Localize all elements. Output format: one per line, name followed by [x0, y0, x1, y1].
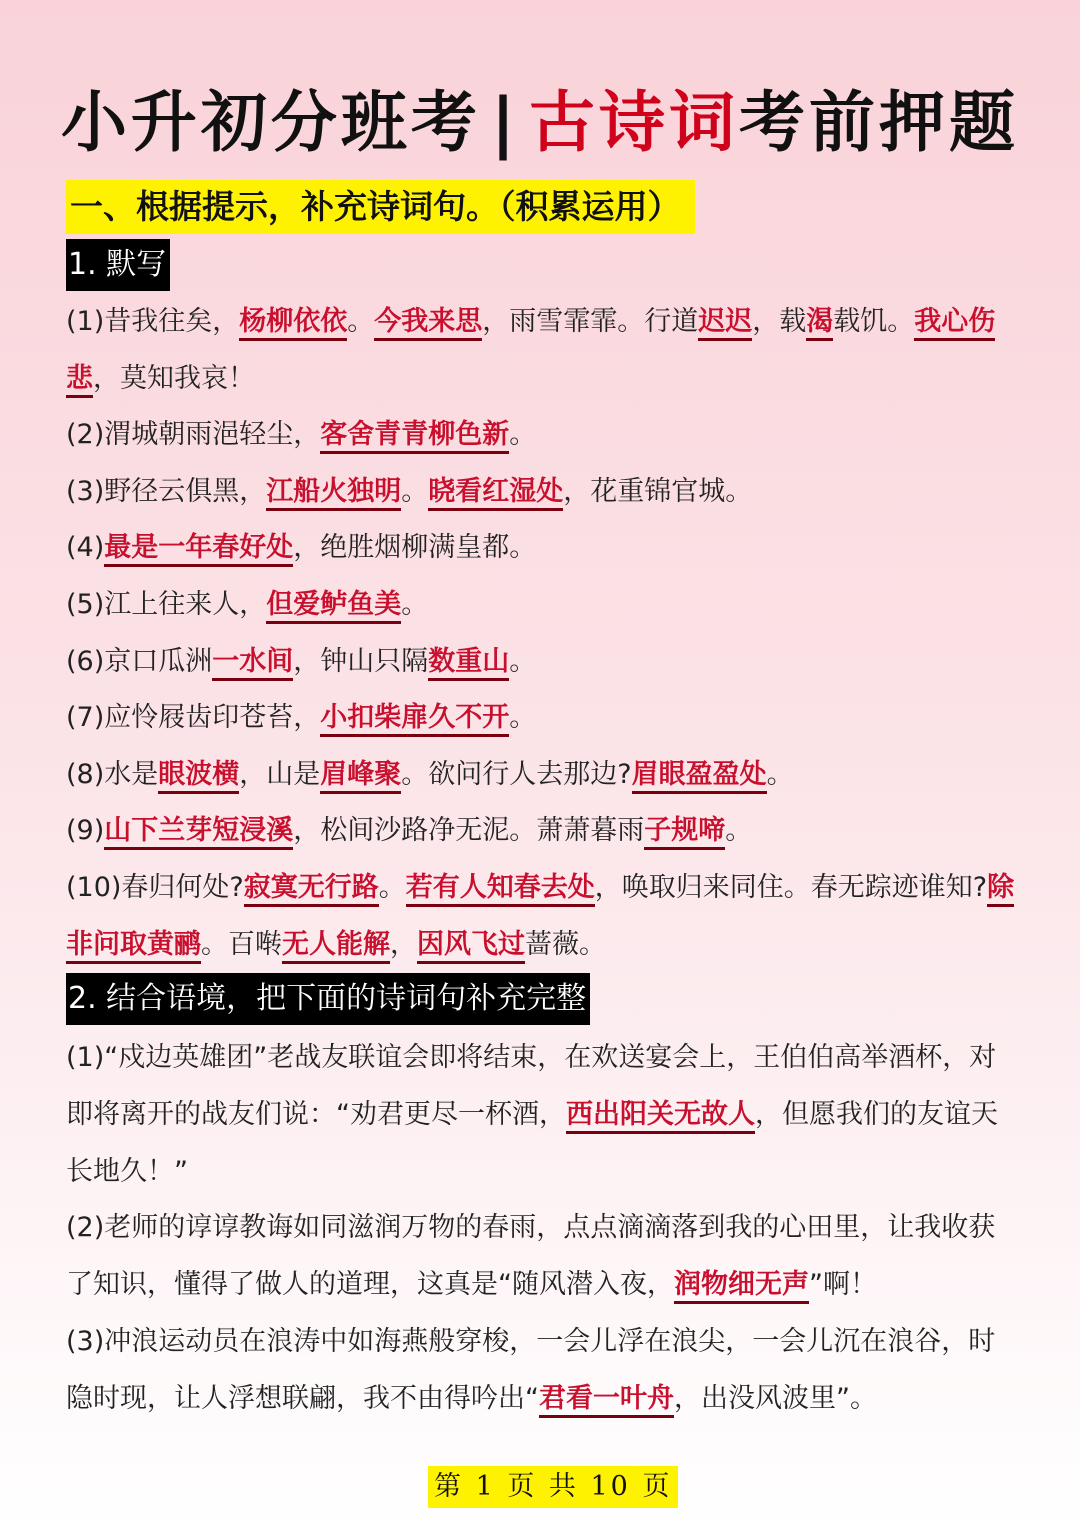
- question-text: 。欲问行人去那边?: [401, 758, 632, 790]
- question-item: [66, 803, 1018, 860]
- subsection-heading-context: 2. 结合语境，把下面的诗词句补充完整: [66, 973, 590, 1025]
- answer-text: 眉峰聚: [320, 759, 401, 794]
- question-text: 。: [509, 702, 537, 734]
- question-text: 。: [347, 306, 375, 337]
- question-item: [66, 294, 1018, 407]
- title-part-1: 小升初分班考: [60, 84, 481, 161]
- question-text: ，花重锦官城。: [563, 475, 753, 507]
- question-text: (6)京口瓜洲: [66, 645, 213, 677]
- title-part-3: 考前押题: [739, 84, 1020, 161]
- question-text: 。: [401, 475, 429, 507]
- answer-text: 迟迟: [698, 306, 752, 341]
- title-part-2: 古诗词: [529, 84, 740, 161]
- question-text: (9): [66, 815, 105, 847]
- question-text: 。: [401, 588, 429, 620]
- question-text: ，但愿我们的友谊天长地久！”: [66, 1098, 998, 1187]
- question-item: [66, 860, 1018, 973]
- answer-text: 小扣柴扉久不开: [320, 702, 509, 737]
- question-text: ，: [390, 928, 417, 960]
- question-text: ，钟山只隔: [293, 645, 429, 677]
- question-text: ，绝胜烟柳满皇都。: [293, 532, 537, 564]
- title-separator: |: [490, 84, 520, 161]
- question-text: 载饥。: [833, 306, 915, 337]
- answer-text: 客舍青青柳色新: [320, 419, 509, 454]
- question-item: [66, 1030, 1018, 1200]
- question-text: 。: [725, 815, 753, 847]
- question-text: ，出没风波里”。: [674, 1382, 877, 1414]
- section-heading: 一、根据提示，补充诗词句。（积累运用）: [66, 180, 695, 234]
- question-text: (3)冲浪运动员在浪涛中如海燕般穿梭，一会儿浮在浪尖，一会儿沉在浪谷，时隐时现，让人浮想联翩，我不由得吟出“: [66, 1325, 996, 1414]
- question-text: 。百啭: [201, 928, 282, 960]
- question-item: [66, 634, 1018, 691]
- question-text: 。: [509, 645, 537, 677]
- page-title: [0, 80, 1080, 166]
- subsection-heading-dictation: 1. 默写: [66, 239, 170, 291]
- question-text: 。: [378, 871, 406, 903]
- question-text: ，雨雪霏霏。行道: [482, 306, 699, 337]
- question-text: (4): [66, 532, 105, 564]
- answer-text: 寂寞无行路: [244, 872, 379, 907]
- answer-text: 杨柳依依: [239, 306, 347, 341]
- question-text: (8)水是: [66, 758, 159, 790]
- context-question-list: [66, 1030, 1018, 1428]
- answer-text: 一水间: [212, 646, 293, 681]
- question-text: (2)渭城朝雨浥轻尘，: [66, 419, 321, 451]
- question-text: ，唤取归来同住。春无踪迹谁知?: [594, 871, 988, 903]
- answer-text: 眼波横: [158, 759, 239, 794]
- question-text: (1)昔我往矣，: [66, 306, 240, 337]
- question-text: 。: [509, 419, 537, 451]
- question-text: ，莫知我哀！: [93, 362, 255, 394]
- question-text: (1)“戍边英雄团”老战友联谊会即将结束，在欢送宴会上，王伯伯高举酒杯，对即将离开的战友们说：“劝君更尽一杯酒，: [66, 1042, 997, 1130]
- question-text: (10)春归何处?: [66, 871, 244, 903]
- question-item: [66, 520, 1018, 577]
- question-text: (2)老师的谆谆教诲如同滋润万物的春雨，点点滴滴落到我的心田里，让我收获了知识，懂得了做人的道理，这真是“随风潜入夜，: [66, 1212, 996, 1301]
- question-text: ”啊！: [809, 1269, 877, 1301]
- question-text: ，山是: [239, 758, 321, 790]
- answer-text: 最是一年春好处: [104, 532, 293, 567]
- answer-text: 但爱鲈鱼美: [266, 589, 401, 624]
- answer-text: 我心伤悲: [66, 306, 995, 398]
- answer-text: 子规啼: [644, 815, 725, 850]
- question-item: [66, 1200, 1018, 1314]
- question-item: [66, 690, 1018, 747]
- question-text: ，松间沙路净无泥。萧萧暮雨: [293, 815, 645, 847]
- question-text: (7)应怜屐齿印苍苔，: [66, 702, 321, 734]
- answer-text: 今我来思: [374, 306, 482, 341]
- answer-text: 眉眼盈盈处: [632, 759, 767, 794]
- answer-text: 无人能解: [282, 929, 390, 964]
- answer-text: 晓看红湿处: [428, 476, 563, 511]
- answer-text: 若有人知春去处: [406, 872, 595, 907]
- question-item: [66, 1314, 1018, 1428]
- page-number-footer: 第 1 页 共 10 页: [428, 1466, 678, 1508]
- question-text: 。: [766, 758, 794, 790]
- question-item: [66, 577, 1018, 634]
- answer-text: 江船火独明: [266, 476, 401, 511]
- answer-text: 润物细无声: [674, 1269, 809, 1304]
- answer-text: 西出阳关无故人: [566, 1099, 755, 1134]
- question-text: (5)江上往来人，: [66, 588, 267, 620]
- question-item: [66, 407, 1018, 464]
- question-text: (3)野径云俱黑，: [66, 475, 267, 507]
- answer-text: 因风飞过: [417, 929, 525, 964]
- question-text: 蔷薇。: [525, 928, 606, 960]
- answer-text: 君看一叶舟: [539, 1383, 674, 1418]
- question-item: [66, 464, 1018, 521]
- question-item: [66, 747, 1018, 804]
- answer-text: 数重山: [428, 646, 509, 681]
- answer-text: 山下兰芽短浸溪: [104, 815, 293, 850]
- answer-text: 除非问取黄鹂: [66, 872, 1014, 964]
- dictation-list: [66, 294, 1018, 973]
- answer-text: 渴: [806, 306, 833, 341]
- question-text: ，载: [752, 306, 807, 337]
